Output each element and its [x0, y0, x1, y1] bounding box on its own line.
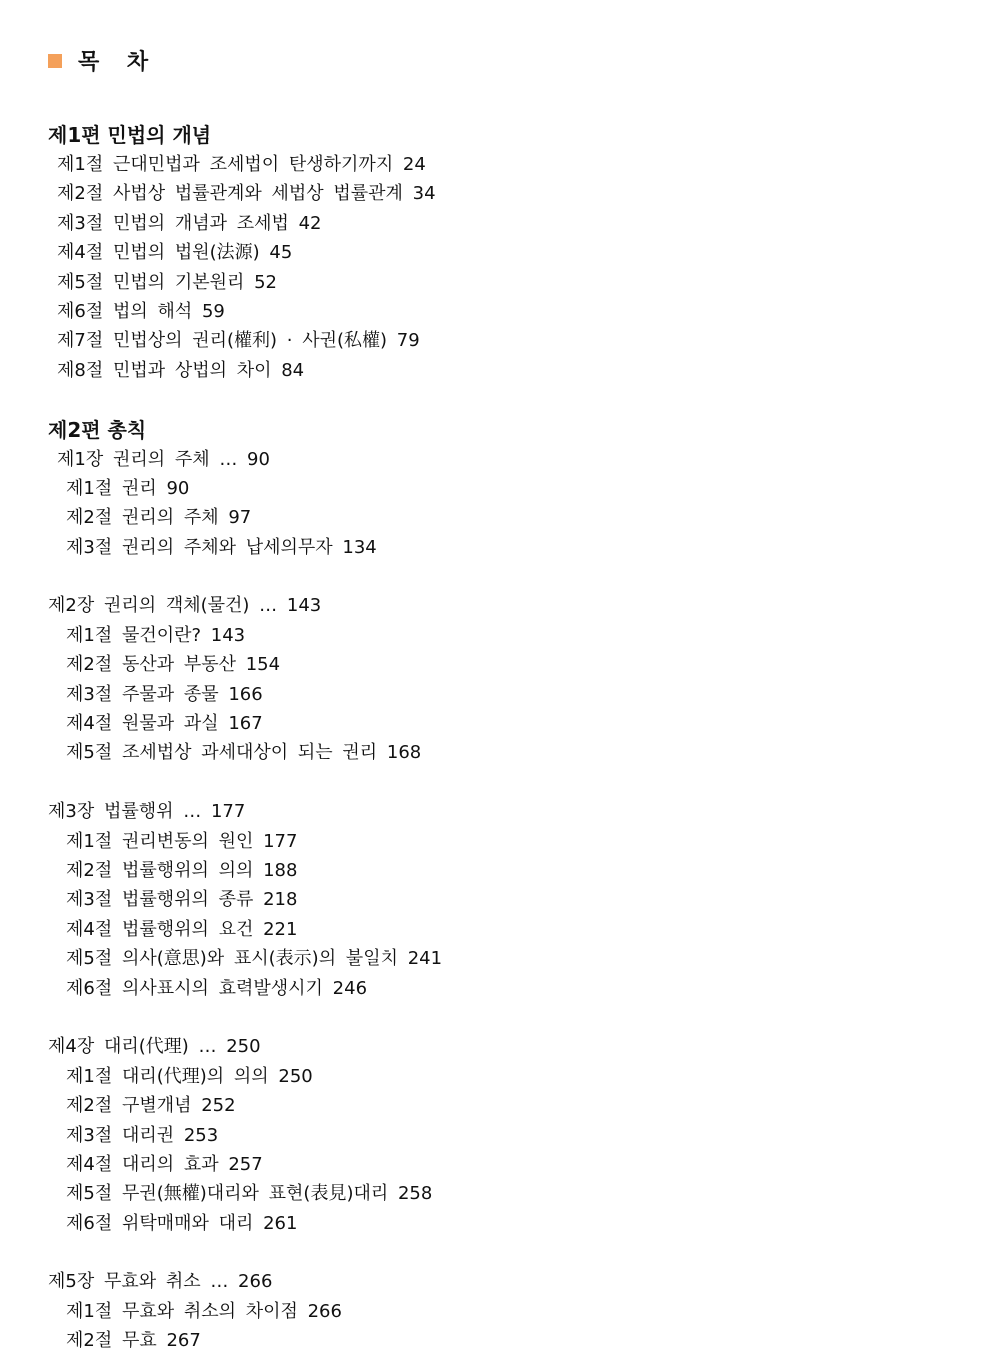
toc-entry[interactable]: 제4절 법률행위의 요건 221 [66, 918, 298, 940]
chapter-title[interactable]: 제4장 대리(代理) … 250 [48, 1036, 261, 1058]
toc-entry[interactable]: 제2절 법률행위의 의의 188 [66, 859, 298, 881]
toc-entry[interactable]: 제3절 주물과 종물 166 [66, 683, 263, 705]
toc-entry[interactable]: 제2절 동산과 부동산 154 [66, 654, 281, 676]
toc-title: 목 차 [78, 49, 159, 75]
toc-entry[interactable]: 제8절 민법과 상법의 차이 84 [57, 359, 305, 381]
spacer [48, 562, 992, 591]
toc-entry[interactable]: 제1절 무효와 취소의 차이점 266 [66, 1300, 342, 1322]
toc-entry[interactable]: 제2절 권리의 주체 97 [66, 507, 252, 529]
chapter-title[interactable]: 제3장 법률행위 … 177 [48, 801, 246, 823]
toc-entry[interactable]: 제1절 권리변동의 원인 177 [66, 830, 298, 852]
spacer [48, 385, 992, 414]
toc-entry[interactable]: 제5절 조세법상 과세대상이 되는 권리 168 [66, 742, 422, 764]
toc-entry[interactable]: 제5절 무권(無權)대리와 표현(表見)대리 258 [66, 1183, 433, 1205]
toc-entry[interactable]: 제1절 대리(代理)의 의의 250 [66, 1065, 313, 1087]
part-2 [48, 415, 992, 1356]
toc-entry[interactable]: 제5절 의사(意思)와 표시(表示)의 불일치 241 [66, 948, 443, 970]
toc-entry[interactable]: 제7절 민법상의 권리(權利) · 사권(私權) 79 [57, 330, 420, 352]
toc-entry[interactable]: 제3절 대리권 253 [66, 1124, 219, 1146]
spacer [48, 768, 992, 797]
part-title: 제2편 총칙 [48, 417, 147, 442]
toc-entry[interactable]: 제2절 구별개념 252 [66, 1095, 236, 1117]
chapter-title[interactable]: 제5장 무효와 취소 … 266 [48, 1271, 273, 1293]
toc-entry[interactable]: 제1절 물건이란? 143 [66, 624, 246, 646]
toc-entry[interactable]: 제2절 무효 267 [66, 1330, 201, 1352]
toc-entry[interactable]: 제1절 권리 90 [66, 477, 190, 499]
spacer [48, 1238, 992, 1267]
part-title: 제1편 민법의 개념 [48, 123, 212, 147]
toc-entry[interactable]: 제4절 원물과 과실 167 [66, 713, 263, 735]
chapter-title[interactable]: 제2장 권리의 객체(물건) … 143 [48, 595, 322, 617]
square-bullet-icon [48, 54, 62, 68]
part-1 [48, 120, 992, 385]
toc-entry[interactable]: 제4절 민법의 법원(法源) 45 [57, 242, 293, 264]
chapter-title[interactable]: 제1장 권리의 주체 … 90 [57, 448, 270, 470]
toc-entry[interactable]: 제3절 권리의 주체와 납세의무자 134 [66, 536, 377, 558]
spacer [48, 1003, 992, 1032]
toc-header [48, 42, 992, 78]
toc-entry[interactable]: 제1절 근대민법과 조세법이 탄생하기까지 24 [57, 154, 426, 175]
toc-entry[interactable]: 제2절 사법상 법률관계와 세법상 법률관계 34 [57, 183, 436, 205]
toc-entry[interactable]: 제6절 법의 해석 59 [57, 300, 225, 322]
toc-entry[interactable]: 제3절 법률행위의 종류 218 [66, 889, 298, 911]
toc-entry[interactable]: 제6절 위탁매매와 대리 261 [66, 1212, 298, 1234]
toc-entry[interactable]: 제5절 민법의 기본원리 52 [57, 271, 278, 293]
toc-entry[interactable]: 제3절 민법의 개념과 조세법 42 [57, 212, 322, 234]
toc-entry[interactable]: 제6절 의사표시의 효력발생시기 246 [66, 977, 368, 999]
toc-entry[interactable]: 제4절 대리의 효과 257 [66, 1153, 263, 1175]
